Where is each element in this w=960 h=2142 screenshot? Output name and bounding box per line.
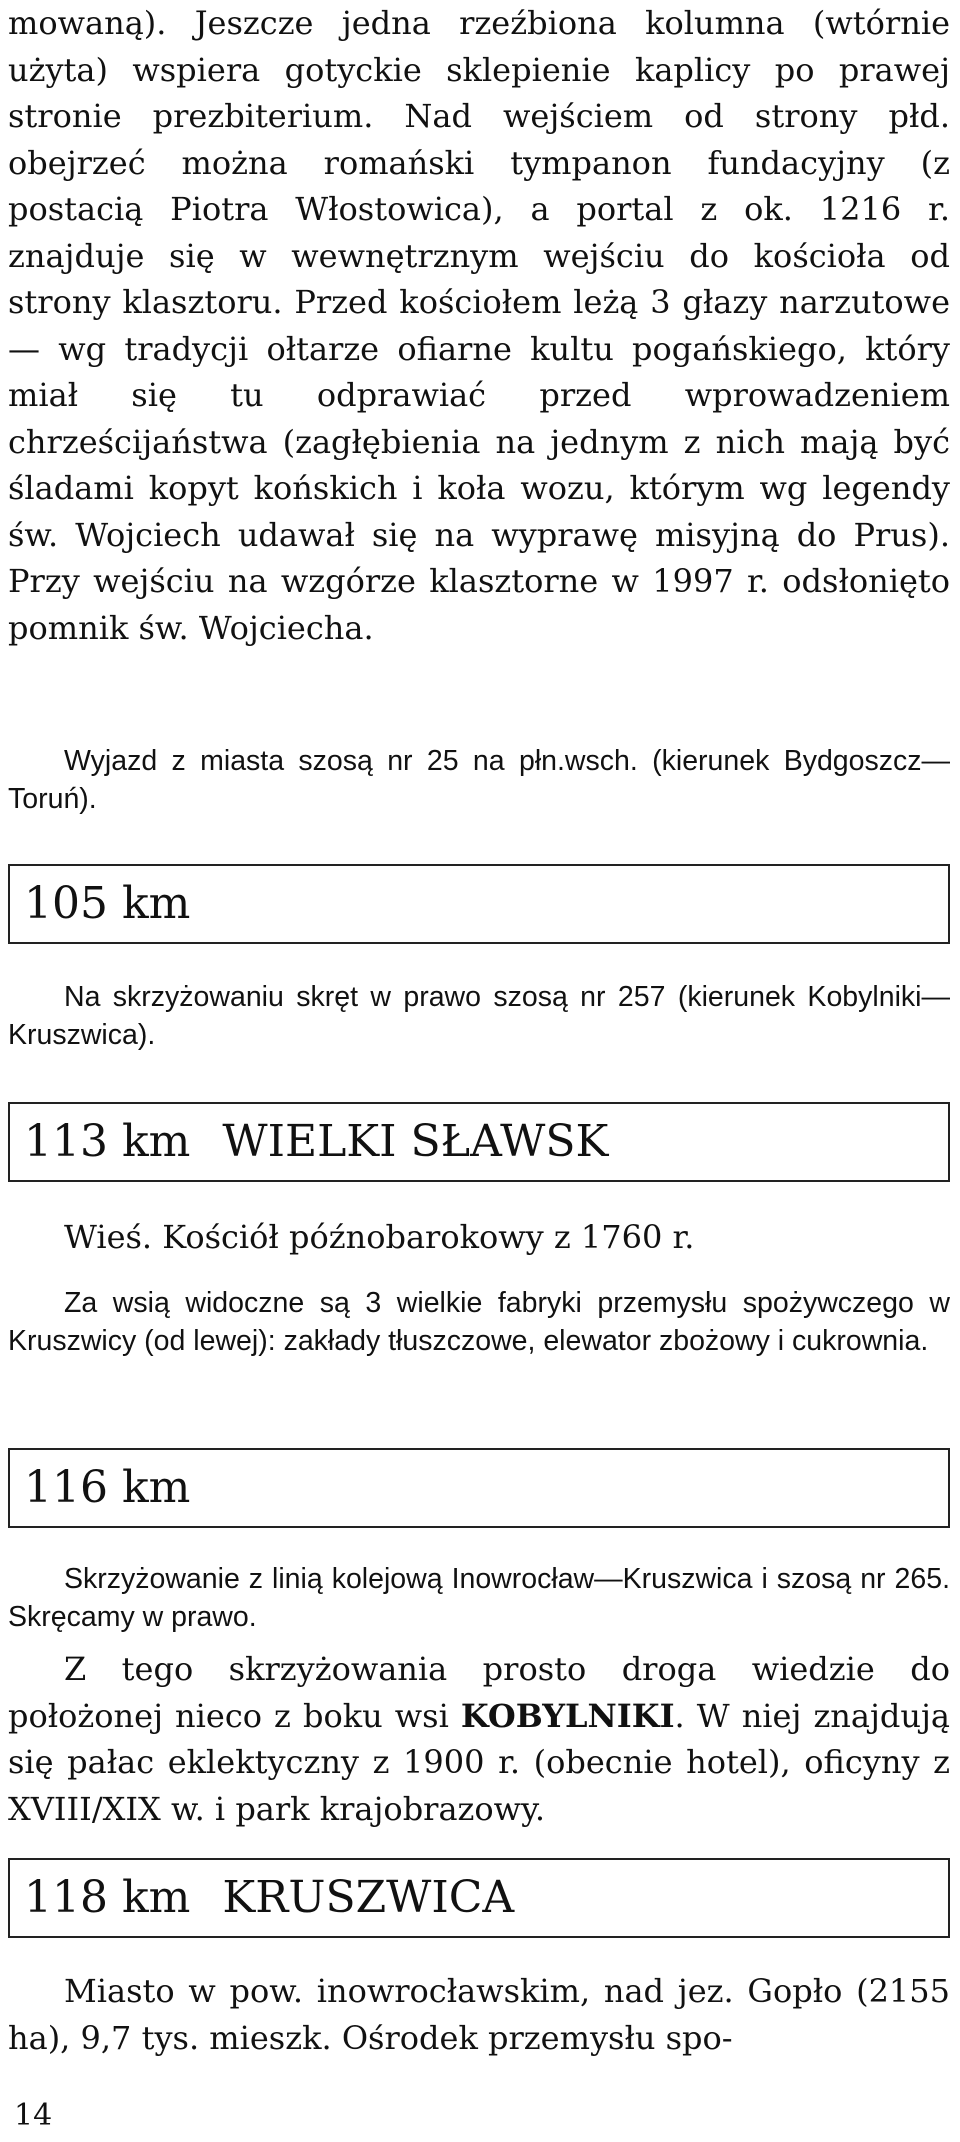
- km-marker-118: [8, 1858, 950, 1938]
- route-note-4: Skrzyżowanie z linią kolejową Inowrocław—Kruszwica i szosą nr 265. Skręcamy w prawo.: [8, 1563, 950, 1633]
- kobylniki-place-name: KOBYLNIKI: [460, 1696, 675, 1735]
- km-marker-113: [8, 1102, 950, 1182]
- km-marker-label: 116 km: [24, 1462, 191, 1513]
- km-marker-label: 105 km: [24, 878, 191, 929]
- page-number: 14: [14, 2098, 53, 2133]
- kruszwica-description: Miasto w pow. inowrocławskim, nad jez. Gopło (2155 ha), 9,7 tys. mieszk. Ośrodek przemysłu spo-: [8, 1972, 950, 2057]
- km-marker-105: [8, 864, 950, 944]
- place-name: KRUSZWICA: [222, 1872, 515, 1923]
- km-marker-116: [8, 1448, 950, 1528]
- route-note-2: Na skrzyżowaniu skręt w prawo szosą nr 257 (kierunek Kobylniki—Kruszwica).: [8, 981, 950, 1051]
- kobylniki-paragraph: [8, 1646, 950, 1832]
- km-marker-label: 118 km: [24, 1872, 191, 1923]
- intro-paragraph: mowaną). Jeszcze jedna rzeźbiona kolumna (wtórnie użyta) wspiera gotyckie sklepienie kaplicy po prawej stronie prezbiterium. Nad wejściem od strony płd. obejrzeć można romański tympanon fundacyjny (z postacią Piotra Włostowica), a portal z ok. 1216 r. znajduje się w wewnętrznym wejściu do kościoła od strony klasztoru. Przed kościołem leżą 3 głazy narzutowe — wg tradycji ołtarze ofiarne kultu pogańskiego, który miał się tu odprawiać przed wprowadzeniem chrześcijaństwa (zagłębienia na jednym z nich mają być śladami kopyt końskich i koła wozu, którym wg legendy św. Wojciech udawał się na wyprawę misyjną do Prus). Przy wejściu na wzgórze klasztorne w 1997 r. odsłonięto pomnik św. Wojciecha.: [8, 4, 950, 647]
- route-note-1: Wyjazd z miasta szosą nr 25 na płn.wsch. (kierunek Bydgoszcz—Toruń).: [8, 745, 950, 815]
- wielki-slawsk-description: Wieś. Kościół późnobarokowy z 1760 r.: [64, 1218, 695, 1256]
- place-name: WIELKI SŁAWSK: [222, 1116, 609, 1167]
- kobylniki-text-end: . W niej znajdują się pałac eklektyczny z 1900 r. (obecnie hotel), oficyny z XVIII/XIX w. i park krajobrazowy.: [8, 1696, 951, 1828]
- km-marker-label: 113 km: [24, 1116, 191, 1167]
- route-note-3: Za wsią widoczne są 3 wielkie fabryki przemysłu spożywczego w Kruszwicy (od lewej): zakłady tłuszczowe, elewator zbożowy i cukrownia.: [8, 1287, 950, 1357]
- kobylniki-text-start: Z tego skrzyżowania prosto droga wiedzie do położonej nieco z boku wsi: [8, 1650, 950, 1735]
